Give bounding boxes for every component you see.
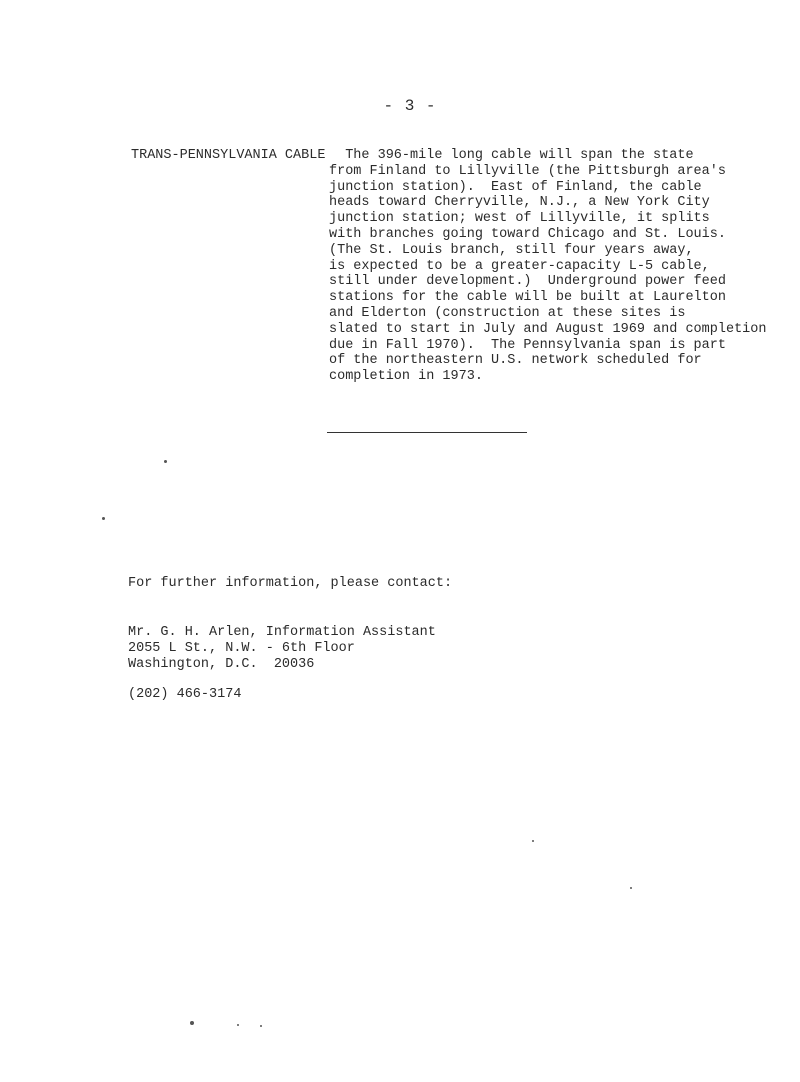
- scan-speck: [190, 1021, 194, 1025]
- body-line: completion in 1973.: [329, 369, 483, 385]
- body-line: due in Fall 1970). The Pennsylvania span is part: [329, 337, 726, 353]
- page-number: - 3 -: [383, 97, 437, 115]
- body-line: with branches going toward Chicago and St. Louis.: [329, 226, 726, 242]
- contact-intro: For further information, please contact:: [128, 576, 453, 591]
- body-line: (The St. Louis branch, still four years away,: [329, 242, 694, 258]
- contact-phone: (202) 466-3174: [128, 687, 242, 702]
- body-line: is expected to be a greater-capacity L-5 cable,: [329, 258, 710, 274]
- section-divider: [327, 432, 527, 433]
- body-line: junction station). East of Finland, the cable: [329, 179, 702, 195]
- contact-line: 2055 L St., N.W. - 6th Floor: [128, 640, 355, 656]
- body-line: of the northeastern U.S. network scheduled for: [329, 353, 702, 369]
- scan-speck: [630, 887, 632, 889]
- contact-line: Washington, D.C. 20036: [128, 656, 315, 672]
- body-line: heads toward Cherryville, N.J., a New York City: [329, 195, 710, 211]
- scan-speck: [532, 840, 534, 842]
- contact-address: [128, 625, 436, 672]
- section-heading: TRANS-PENNSYLVANIA CABLE: [131, 148, 326, 163]
- contact-line: Mr. G. H. Arlen, Information Assistant: [128, 625, 436, 640]
- scan-speck: [164, 460, 167, 463]
- section-body: [329, 148, 769, 385]
- body-line: from Finland to Lillyville (the Pittsburgh area's: [329, 163, 726, 179]
- scan-speck: [260, 1025, 262, 1027]
- body-line: junction station; west of Lillyville, it splits: [329, 211, 710, 227]
- body-line: slated to start in July and August 1969 and completion: [329, 321, 767, 337]
- scan-speck: [102, 517, 105, 520]
- scan-speck: [237, 1024, 239, 1026]
- body-line: and Elderton (construction at these sites is: [329, 305, 686, 321]
- body-line: stations for the cable will be built at Laurelton: [329, 290, 726, 306]
- body-line: The 396-mile long cable will span the state: [329, 148, 694, 163]
- body-line: still under development.) Underground power feed: [329, 274, 726, 290]
